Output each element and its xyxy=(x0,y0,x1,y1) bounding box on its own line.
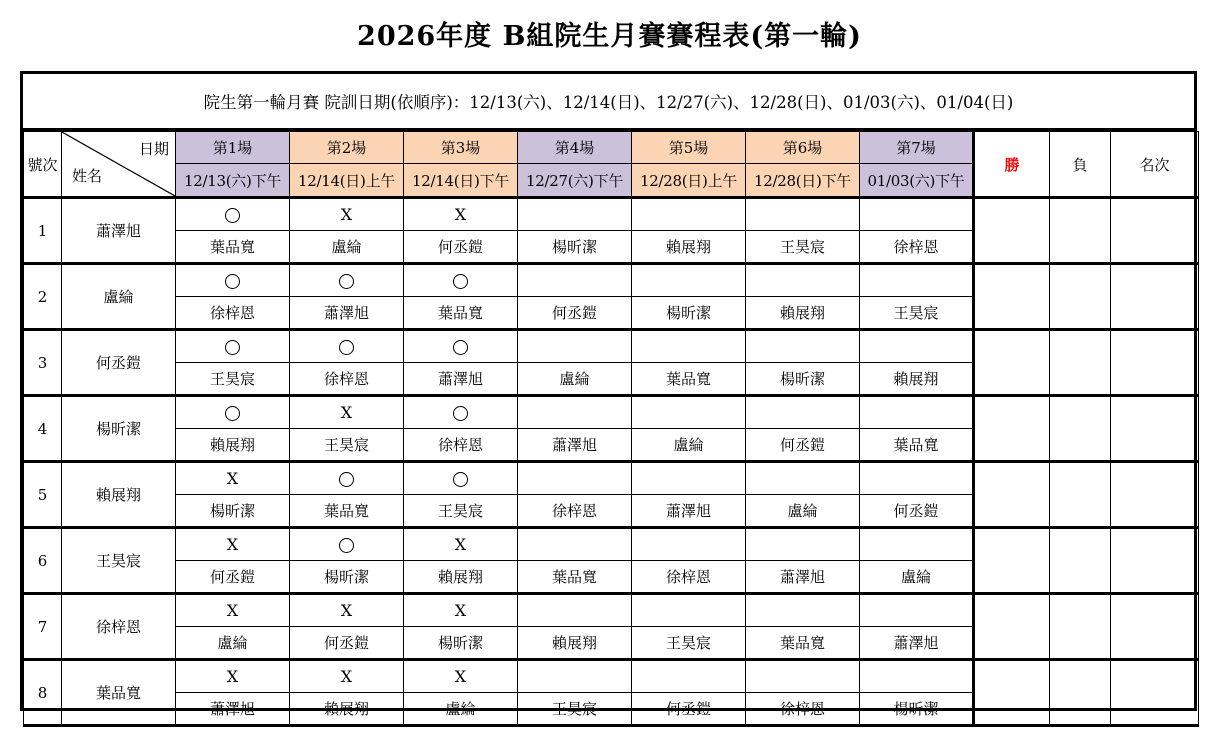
player-number: 6 xyxy=(24,528,62,594)
match-result xyxy=(746,198,860,231)
player-number: 1 xyxy=(24,198,62,264)
match-result xyxy=(860,330,974,363)
win-count xyxy=(974,396,1050,462)
player-result-row xyxy=(24,198,1199,231)
opponent-name: 葉品寬 xyxy=(632,363,746,396)
opponent-name: 何丞鎧 xyxy=(518,297,632,330)
rank-header: 名次 xyxy=(1111,132,1199,198)
player-name: 徐梓恩 xyxy=(62,594,176,660)
match-result xyxy=(176,330,290,363)
opponent-name: 賴展翔 xyxy=(290,693,404,726)
match-result xyxy=(404,396,518,429)
match-result xyxy=(746,396,860,429)
loss-count xyxy=(1050,330,1111,396)
opponent-name: 徐梓恩 xyxy=(404,429,518,462)
opponent-name: 盧綸 xyxy=(176,627,290,660)
match-result xyxy=(518,528,632,561)
match-result xyxy=(632,198,746,231)
win-count xyxy=(974,198,1050,264)
opponent-name: 王昊宸 xyxy=(746,231,860,264)
opponent-name: 楊昕潔 xyxy=(860,693,974,726)
loss-count xyxy=(1050,528,1111,594)
player-result-row xyxy=(24,594,1199,627)
opponent-name: 蕭澤旭 xyxy=(176,693,290,726)
loss-mark: X xyxy=(454,535,467,554)
match-result xyxy=(746,594,860,627)
player-result-row xyxy=(24,396,1199,429)
round-label-5: 第5場 xyxy=(632,132,746,164)
match-result xyxy=(746,528,860,561)
match-result xyxy=(632,594,746,627)
rank-value xyxy=(1111,528,1199,594)
loss-count xyxy=(1050,462,1111,528)
loss-count xyxy=(1050,396,1111,462)
opponent-name: 葉品寬 xyxy=(746,627,860,660)
opponent-name: 盧綸 xyxy=(290,231,404,264)
opponent-name: 何丞鎧 xyxy=(404,231,518,264)
match-result xyxy=(176,528,290,561)
win-circle-icon xyxy=(339,340,354,355)
opponent-name: 何丞鎧 xyxy=(632,693,746,726)
opponent-name: 葉品寬 xyxy=(860,429,974,462)
opponent-name: 賴展翔 xyxy=(518,627,632,660)
rank-value xyxy=(1111,660,1199,726)
match-result xyxy=(290,594,404,627)
loss-mark: X xyxy=(226,469,239,488)
round-date-5: 12/28(日)上午 xyxy=(632,164,746,198)
match-result xyxy=(176,462,290,495)
opponent-name: 蕭澤旭 xyxy=(404,363,518,396)
opponent-name: 葉品寬 xyxy=(518,561,632,594)
opponent-name: 盧綸 xyxy=(632,429,746,462)
no-header: 號次 xyxy=(24,132,62,198)
round-date-1: 12/13(六)下午 xyxy=(176,164,290,198)
match-result xyxy=(632,396,746,429)
loss-mark: X xyxy=(454,667,467,686)
match-result xyxy=(632,264,746,297)
win-circle-icon xyxy=(339,472,354,487)
player-number: 3 xyxy=(24,330,62,396)
header-row-rounds xyxy=(24,132,1199,164)
opponent-name: 賴展翔 xyxy=(746,297,860,330)
match-result xyxy=(404,660,518,693)
opponent-name: 盧綸 xyxy=(404,693,518,726)
player-name: 王昊宸 xyxy=(62,528,176,594)
round-label-4: 第4場 xyxy=(518,132,632,164)
match-result xyxy=(746,462,860,495)
player-number: 8 xyxy=(24,660,62,726)
opponent-name: 賴展翔 xyxy=(860,363,974,396)
round-label-6: 第6場 xyxy=(746,132,860,164)
opponent-name: 楊昕潔 xyxy=(632,297,746,330)
match-result xyxy=(518,330,632,363)
match-result xyxy=(290,198,404,231)
rank-value xyxy=(1111,330,1199,396)
match-result xyxy=(290,330,404,363)
match-result xyxy=(404,528,518,561)
player-result-row xyxy=(24,264,1199,297)
match-result xyxy=(290,264,404,297)
schedule-table xyxy=(23,131,1199,727)
match-result xyxy=(518,462,632,495)
win-circle-icon xyxy=(225,406,240,421)
round-date-2: 12/14(日)上午 xyxy=(290,164,404,198)
player-name: 葉品寬 xyxy=(62,660,176,726)
match-result xyxy=(518,198,632,231)
win-count xyxy=(974,660,1050,726)
match-result xyxy=(404,264,518,297)
opponent-name: 徐梓恩 xyxy=(518,495,632,528)
opponent-name: 賴展翔 xyxy=(632,231,746,264)
opponent-name: 蕭澤旭 xyxy=(632,495,746,528)
training-dates-note: 院生第一輪月賽 院訓日期(依順序)：12/13(六)、12/14(日)、12/27(六)、12/28(日)、01/03(六)、01/04(日) xyxy=(23,74,1194,131)
win-count xyxy=(974,330,1050,396)
win-circle-icon xyxy=(453,274,468,289)
loss-count xyxy=(1050,264,1111,330)
match-result xyxy=(746,264,860,297)
opponent-name: 賴展翔 xyxy=(176,429,290,462)
match-result xyxy=(176,396,290,429)
date-name-header xyxy=(62,132,176,198)
loss-mark: X xyxy=(226,667,239,686)
name-label: 姓名 xyxy=(72,167,103,185)
rank-value xyxy=(1111,396,1199,462)
player-result-row xyxy=(24,330,1199,363)
opponent-name: 何丞鎧 xyxy=(290,627,404,660)
loss-mark: X xyxy=(340,403,353,422)
opponent-name: 王昊宸 xyxy=(176,363,290,396)
win-circle-icon xyxy=(225,340,240,355)
win-circle-icon xyxy=(225,274,240,289)
win-count xyxy=(974,264,1050,330)
loss-mark: X xyxy=(226,601,239,620)
player-name: 楊昕潔 xyxy=(62,396,176,462)
opponent-name: 楊昕潔 xyxy=(746,363,860,396)
opponent-name: 楊昕潔 xyxy=(404,627,518,660)
opponent-name: 盧綸 xyxy=(746,495,860,528)
win-circle-icon xyxy=(225,208,240,223)
opponent-name: 王昊宸 xyxy=(518,693,632,726)
player-number: 2 xyxy=(24,264,62,330)
loss-mark: X xyxy=(340,205,353,224)
loss-mark: X xyxy=(454,601,467,620)
match-result xyxy=(404,198,518,231)
round-label-1: 第1場 xyxy=(176,132,290,164)
round-label-7: 第7場 xyxy=(860,132,974,164)
round-label-3: 第3場 xyxy=(404,132,518,164)
opponent-name: 蕭澤旭 xyxy=(860,627,974,660)
loss-count xyxy=(1050,660,1111,726)
match-result xyxy=(290,396,404,429)
match-result xyxy=(518,594,632,627)
loss-mark: X xyxy=(226,535,239,554)
win-count xyxy=(974,462,1050,528)
opponent-name: 王昊宸 xyxy=(404,495,518,528)
opponent-name: 王昊宸 xyxy=(290,429,404,462)
match-result xyxy=(860,528,974,561)
match-result xyxy=(746,330,860,363)
loss-mark: X xyxy=(340,667,353,686)
player-name: 賴展翔 xyxy=(62,462,176,528)
rank-value xyxy=(1111,594,1199,660)
opponent-name: 葉品寬 xyxy=(290,495,404,528)
match-result xyxy=(632,660,746,693)
match-result xyxy=(404,462,518,495)
match-result xyxy=(176,660,290,693)
page-title: 2026年度 B組院生月賽賽程表(第一輪) xyxy=(357,21,862,52)
match-result xyxy=(404,330,518,363)
match-result xyxy=(860,462,974,495)
match-result xyxy=(632,330,746,363)
player-result-row xyxy=(24,528,1199,561)
win-circle-icon xyxy=(453,340,468,355)
match-result xyxy=(176,198,290,231)
player-result-row xyxy=(24,462,1199,495)
opponent-name: 葉品寬 xyxy=(404,297,518,330)
win-count xyxy=(974,594,1050,660)
match-result xyxy=(860,264,974,297)
match-result xyxy=(176,594,290,627)
match-result xyxy=(518,396,632,429)
opponent-name: 徐梓恩 xyxy=(860,231,974,264)
rank-value xyxy=(1111,264,1199,330)
round-date-6: 12/28(日)下午 xyxy=(746,164,860,198)
rank-value xyxy=(1111,462,1199,528)
opponent-name: 徐梓恩 xyxy=(290,363,404,396)
opponent-name: 楊昕潔 xyxy=(176,495,290,528)
date-label: 日期 xyxy=(138,140,169,158)
opponent-name: 盧綸 xyxy=(518,363,632,396)
round-date-7: 01/03(六)下午 xyxy=(860,164,974,198)
player-number: 5 xyxy=(24,462,62,528)
match-result xyxy=(632,528,746,561)
match-result xyxy=(518,264,632,297)
match-result xyxy=(632,462,746,495)
rank-value xyxy=(1111,198,1199,264)
match-result xyxy=(860,594,974,627)
opponent-name: 徐梓恩 xyxy=(176,297,290,330)
player-result-row xyxy=(24,660,1199,693)
match-result xyxy=(860,396,974,429)
opponent-name: 楊昕潔 xyxy=(518,231,632,264)
win-circle-icon xyxy=(453,472,468,487)
win-count xyxy=(974,528,1050,594)
match-result xyxy=(176,264,290,297)
round-date-3: 12/14(日)下午 xyxy=(404,164,518,198)
opponent-name: 蕭澤旭 xyxy=(290,297,404,330)
round-date-4: 12/27(六)下午 xyxy=(518,164,632,198)
schedule-sheet xyxy=(20,71,1197,718)
opponent-name: 葉品寬 xyxy=(176,231,290,264)
match-result xyxy=(860,198,974,231)
opponent-name: 何丞鎧 xyxy=(176,561,290,594)
opponent-name: 蕭澤旭 xyxy=(746,561,860,594)
opponent-name: 盧綸 xyxy=(860,561,974,594)
match-result xyxy=(290,660,404,693)
opponent-name: 王昊宸 xyxy=(632,627,746,660)
win-header: 勝 xyxy=(974,132,1050,198)
win-circle-icon xyxy=(339,538,354,553)
loss-count xyxy=(1050,594,1111,660)
match-result xyxy=(290,528,404,561)
player-name: 蕭澤旭 xyxy=(62,198,176,264)
match-result xyxy=(404,594,518,627)
player-name: 何丞鎧 xyxy=(62,330,176,396)
opponent-name: 蕭澤旭 xyxy=(518,429,632,462)
match-result xyxy=(746,660,860,693)
match-result xyxy=(518,660,632,693)
win-circle-icon xyxy=(339,274,354,289)
loss-header: 負 xyxy=(1050,132,1111,198)
loss-mark: X xyxy=(454,205,467,224)
match-result xyxy=(860,660,974,693)
opponent-name: 楊昕潔 xyxy=(290,561,404,594)
loss-mark: X xyxy=(340,601,353,620)
match-result xyxy=(290,462,404,495)
opponent-name: 何丞鎧 xyxy=(860,495,974,528)
player-name: 盧綸 xyxy=(62,264,176,330)
opponent-name: 徐梓恩 xyxy=(746,693,860,726)
player-number: 4 xyxy=(24,396,62,462)
opponent-name: 賴展翔 xyxy=(404,561,518,594)
opponent-name: 王昊宸 xyxy=(860,297,974,330)
opponent-name: 何丞鎧 xyxy=(746,429,860,462)
win-circle-icon xyxy=(453,406,468,421)
player-number: 7 xyxy=(24,594,62,660)
opponent-name: 徐梓恩 xyxy=(632,561,746,594)
loss-count xyxy=(1050,198,1111,264)
round-label-2: 第2場 xyxy=(290,132,404,164)
